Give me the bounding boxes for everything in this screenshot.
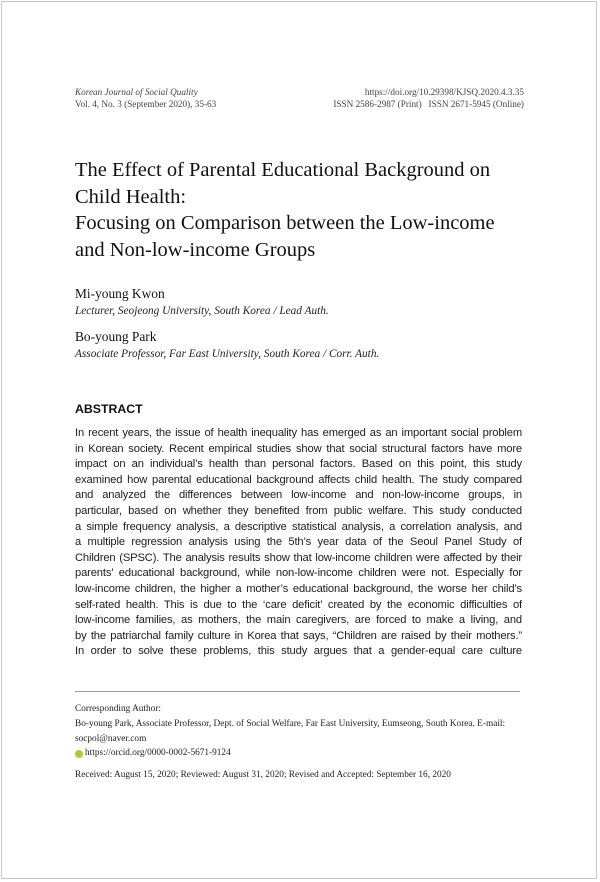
abstract-line: a simple frequency analysis, a descriptive statistical analysis, a correlation analysis, and	[75, 520, 522, 533]
journal-header	[75, 86, 216, 110]
abstract-line: particular, based on whether they benefited from public welfare. This study conducted	[75, 504, 522, 517]
author-name: Mi-young Kwon	[75, 286, 165, 301]
author-2	[75, 328, 379, 362]
corresponding-author-footnote	[75, 702, 525, 761]
received-dates: Received: August 15, 2020; Reviewed: August 31, 2020; Revised and Accepted: September 16, 2020	[75, 770, 451, 780]
journal-volume: Vol. 4, No. 3 (September 2020), 35-63	[75, 99, 217, 109]
abstract-line: In order to solve these problems, this study argues that a gender-equal care culture	[75, 645, 522, 658]
doi-link[interactable]: https://doi.org/10.29398/KJSQ.2020.4.3.35	[364, 87, 524, 97]
abstract-line: impact on an individual’s health than personal factors. Based on this point, this study	[75, 458, 522, 471]
journal-name: Korean Journal of Social Quality	[75, 87, 198, 97]
abstract-line: in Korean society. Recent empirical studies show that social structural factors have more	[75, 442, 522, 455]
paper-title	[75, 157, 535, 263]
title-line: Focusing on Comparison between the Low-income	[75, 212, 495, 234]
title-line: Child Health:	[75, 185, 187, 208]
author-1	[75, 285, 329, 319]
abstract-line: self-rated health. This is due to the ‘care deficit’ created by the economic difficulties of	[75, 598, 522, 611]
abstract-line: parents’ educational background, while non-low-income children were not. Especially for	[75, 567, 522, 580]
title-line: and Non-low-income Groups	[75, 238, 316, 261]
footnote-address: Bo-young Park, Associate Professor, Dept. of Social Welfare, Far East University, Eumseong, South Korea. E-mail:	[75, 718, 506, 729]
footnote-label: Corresponding Author:	[75, 704, 161, 714]
abstract-line: low-income children, the higher a mother’s educational background, the worse her child’s	[75, 582, 522, 595]
title-line: The Effect of Parental Educational Background on	[75, 159, 491, 181]
abstract-body	[75, 426, 522, 660]
author-affiliation: Lecturer, Seojeong University, South Korea / Lead Auth.	[75, 305, 329, 317]
abstract-heading: ABSTRACT	[75, 402, 143, 416]
abstract-line: low-income families, as mothers, the main caregivers, are forced to make a living, and	[75, 614, 522, 627]
footnote-divider	[75, 691, 520, 692]
doi-header	[333, 86, 524, 110]
issn-info: ISSN 2586-2987 (Print) ISSN 2671-5945 (Online)	[333, 99, 524, 109]
orcid-link[interactable]: https://orcid.org/0000-0002-5671-9124	[85, 748, 231, 759]
abstract-line: and analyzed the differences between low-income and non-low-income groups, in	[75, 489, 522, 502]
abstract-line: a multiple regression analysis using the 5th’s year data of the Seoul Panel Study of	[75, 536, 522, 549]
abstract-line: Children (SPSC). The analysis results show that low-income children were affected by their	[75, 551, 522, 564]
orcid-icon	[75, 750, 83, 758]
abstract-line: In recent years, the issue of health inequality has emerged as an important social problem	[75, 427, 522, 439]
abstract-line: examined how parental educational background affects child health. The study compared	[75, 473, 522, 486]
footnote-email[interactable]: socpol@naver.com	[75, 733, 147, 744]
orcid-row	[75, 746, 525, 761]
author-name: Bo-young Park	[75, 329, 157, 344]
author-affiliation: Associate Professor, Far East University, South Korea / Corr. Auth.	[75, 348, 380, 360]
abstract-line: by the patriarchal family culture in Korea that says, “Children are raised by their mothers.”	[75, 629, 522, 642]
